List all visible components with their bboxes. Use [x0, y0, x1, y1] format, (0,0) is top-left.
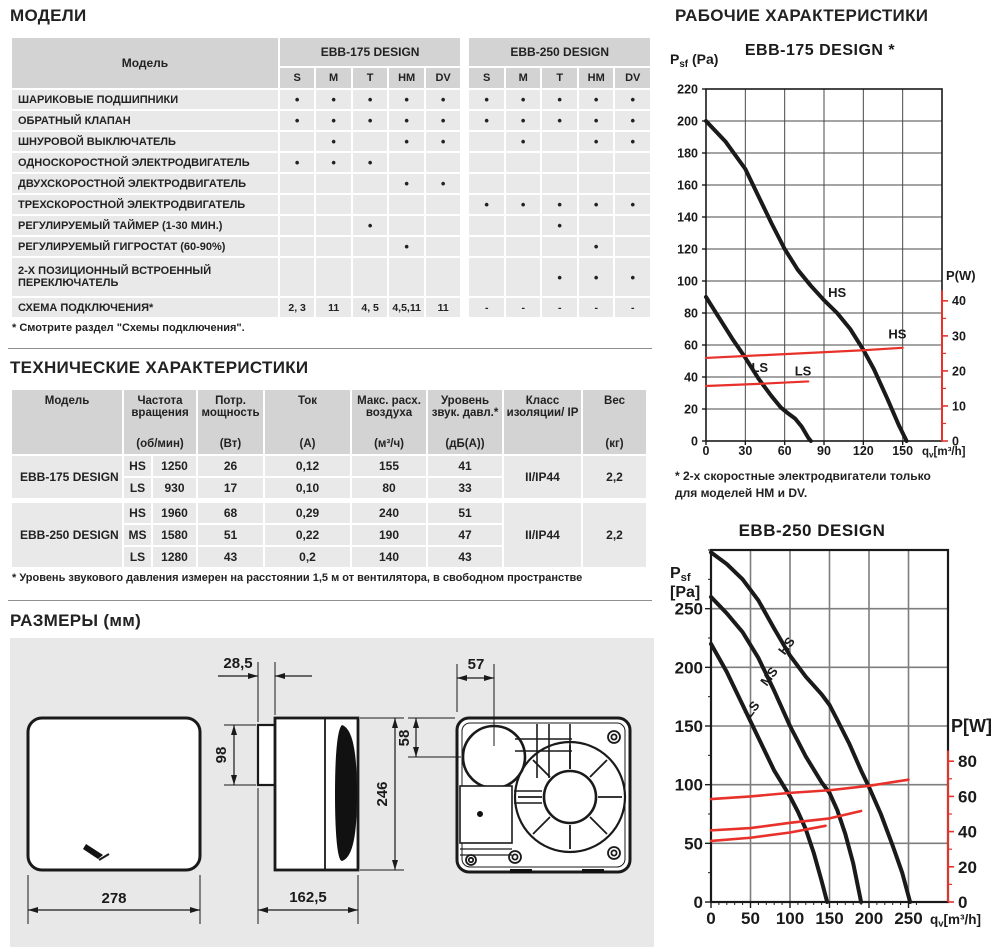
feature-dot-cell: •	[579, 132, 614, 151]
insulation-cell: II/IP44	[504, 503, 581, 567]
feature-dot-cell	[542, 132, 577, 151]
speed-col-header: DV	[426, 68, 461, 88]
row-label: 2-Х ПОЗИЦИОННЫЙ ВСТРОЕННЫЙ ПЕРЕКЛЮЧАТЕЛЬ	[12, 258, 278, 296]
speed-col-header: S	[280, 68, 315, 88]
value-cell: LS	[124, 478, 151, 498]
value-cell: 1280	[153, 547, 196, 567]
feature-dot-cell	[389, 216, 424, 235]
value-cell: 41	[428, 456, 502, 476]
x-tick-label: 90	[817, 444, 831, 458]
feature-dot-cell	[469, 216, 504, 235]
feature-dot-cell: •	[426, 90, 461, 109]
chart-title: EBB-175 DESIGN *	[744, 42, 896, 59]
dim-inlet-offset-x: 57	[467, 656, 485, 673]
group-header: EBB-175 DESIGN	[280, 38, 461, 66]
feature-dot-cell	[426, 216, 461, 235]
feature-dot-cell	[316, 237, 351, 256]
table-row	[12, 195, 650, 214]
value-cell: 0,10	[265, 478, 350, 498]
section-divider	[8, 600, 652, 601]
feature-dot-cell	[280, 174, 315, 193]
feature-dot-cell: •	[579, 258, 614, 296]
feature-dot-cell	[280, 195, 315, 214]
table-row	[12, 503, 646, 523]
x-tick-label: 120	[852, 444, 874, 458]
feature-dot-cell: •	[353, 111, 388, 130]
y-tick-label: 80	[684, 306, 698, 321]
value-cell: 0,29	[265, 503, 350, 523]
header-unit: (кг)	[605, 438, 624, 450]
feature-dot-cell	[280, 132, 315, 151]
feature-dot-cell: •	[353, 90, 388, 109]
value-cell: 190	[352, 525, 426, 545]
feature-dot-cell: •	[615, 111, 650, 130]
curve-label-ls: LS	[751, 360, 769, 376]
feature-dot-cell: •	[506, 90, 541, 109]
front-view	[28, 718, 200, 924]
row-label: ОБРАТНЫЙ КЛАПАН	[12, 111, 278, 130]
power-tick-label: 20	[952, 364, 966, 379]
specs-footnote: * Уровень звукового давления измерен на расстоянии 1,5 м от вентилятора, в свободном пространстве	[12, 572, 583, 584]
column-header	[352, 390, 426, 454]
x-tick-label: 60	[777, 444, 792, 458]
y-tick-label: 50	[684, 834, 703, 854]
column-header	[265, 390, 350, 454]
x-tick-label: 50	[741, 909, 760, 928]
models-table	[10, 36, 652, 319]
y-axis-label: Psf	[670, 565, 691, 584]
section-title-performance: РАБОЧИЕ ХАРАКТЕРИСТИКИ	[675, 6, 929, 25]
feature-dot-cell	[353, 258, 388, 296]
dim-inlet-offset-y: 58	[396, 729, 413, 747]
dim-front-width: 278	[101, 890, 127, 907]
section-title-specs: ТЕХНИЧЕСКИЕ ХАРАКТЕРИСТИКИ	[10, 358, 309, 377]
feature-dot-cell	[280, 237, 315, 256]
power-axis-label: P(W)	[946, 268, 976, 283]
table-row	[12, 111, 650, 130]
feature-dot-cell	[506, 216, 541, 235]
feature-dot-cell	[426, 195, 461, 214]
feature-dot-cell: •	[579, 90, 614, 109]
feature-dot-cell: •	[615, 132, 650, 151]
value-cell: 0,22	[265, 525, 350, 545]
feature-dot-cell: •	[280, 153, 315, 172]
feature-dot-cell: •	[615, 258, 650, 296]
value-cell: 33	[428, 478, 502, 498]
feature-dot-cell: •	[542, 111, 577, 130]
power-tick-label: 80	[958, 752, 977, 772]
chart-footnote	[675, 468, 931, 502]
row-label: ДВУХСКОРОСТНОЙ ЭЛЕКТРОДВИГАТЕЛЬ	[12, 174, 278, 193]
feature-dot-cell	[353, 174, 388, 193]
column-header	[504, 390, 581, 454]
table-row	[12, 456, 646, 476]
scheme-cell: -	[469, 298, 504, 317]
group-gap	[462, 153, 467, 172]
speed-col-header: T	[542, 68, 577, 88]
feature-dot-cell	[615, 174, 650, 193]
power-axis-label: P[W]	[951, 716, 992, 736]
y-tick-label: 40	[684, 370, 698, 385]
power-tick-label: 60	[958, 787, 977, 807]
feature-dot-cell	[579, 174, 614, 193]
value-cell: 930	[153, 478, 196, 498]
weight-cell: 2,2	[583, 503, 646, 567]
value-cell: 68	[198, 503, 263, 523]
feature-dot-cell: •	[426, 174, 461, 193]
feature-dot-cell: •	[316, 153, 351, 172]
feature-dot-cell	[389, 153, 424, 172]
feature-dot-cell	[280, 258, 315, 296]
curve-label-ls: LS	[794, 363, 812, 379]
header-unit: (об/мин)	[136, 438, 184, 450]
feature-dot-cell: •	[469, 195, 504, 214]
row-label: ОДНОСКОРОСТНОЙ ЭЛЕКТРОДВИГАТЕЛЬ	[12, 153, 278, 172]
feature-dot-cell: •	[579, 237, 614, 256]
value-cell: 155	[352, 456, 426, 476]
y-tick-label: 120	[677, 242, 698, 257]
feature-dot-cell: •	[389, 111, 424, 130]
power-tick-label: 20	[958, 857, 977, 877]
table-row	[12, 174, 650, 193]
value-cell: 240	[352, 503, 426, 523]
power-tick-label: 40	[952, 294, 966, 309]
feature-dot-cell	[469, 258, 504, 296]
feature-dot-cell	[316, 174, 351, 193]
row-label: ШАРИКОВЫЕ ПОДШИПНИКИ	[12, 90, 278, 109]
feature-dot-cell	[426, 258, 461, 296]
x-tick-label: 150	[815, 909, 844, 928]
scheme-cell: 11	[426, 298, 461, 317]
chart-footnote-line2: для моделей HM и DV.	[675, 485, 808, 500]
dim-spigot-height: 98	[213, 746, 230, 764]
scheme-cell: 11	[316, 298, 351, 317]
value-cell: 47	[428, 525, 502, 545]
column-header	[198, 390, 263, 454]
chart-ebb-250	[660, 520, 1000, 951]
power-tick-label: 0	[958, 892, 968, 912]
power-tick-label: 30	[952, 329, 966, 344]
table-row	[12, 153, 650, 172]
feature-dot-cell	[506, 174, 541, 193]
y-tick-label: 200	[674, 658, 703, 678]
feature-dot-cell	[579, 153, 614, 172]
feature-dot-cell: •	[316, 111, 351, 130]
x-tick-label: 150	[892, 444, 914, 458]
feature-dot-cell	[469, 153, 504, 172]
value-cell: 80	[352, 478, 426, 498]
models-header-row	[12, 38, 650, 66]
side-view	[213, 655, 404, 924]
group-gap	[462, 132, 467, 151]
feature-dot-cell: •	[316, 132, 351, 151]
y-tick-label: 60	[684, 338, 698, 353]
speed-col-header: M	[506, 68, 541, 88]
dim-total-depth: 162,5	[289, 889, 327, 906]
y-tick-label: 20	[684, 402, 698, 417]
block-gap	[12, 500, 646, 501]
scheme-cell: 4, 5	[353, 298, 388, 317]
header-unit: (м³/ч)	[374, 438, 404, 450]
group-gap	[462, 237, 467, 256]
impeller-hub-circle	[544, 771, 596, 823]
group-gap	[462, 195, 467, 214]
value-cell: MS	[124, 525, 151, 545]
speed-col-header: DV	[615, 68, 650, 88]
feature-dot-cell	[615, 153, 650, 172]
feature-dot-cell: •	[506, 132, 541, 151]
y-tick-label: 100	[677, 274, 698, 289]
curve-label-ls: LS	[740, 698, 763, 721]
value-cell: 1580	[153, 525, 196, 545]
feature-dot-cell	[615, 237, 650, 256]
header-title: Вес	[604, 395, 625, 407]
y-tick-label: 250	[674, 599, 703, 619]
scheme-cell: -	[615, 298, 650, 317]
speed-col-header: T	[353, 68, 388, 88]
column-header	[583, 390, 646, 454]
feature-dot-cell	[353, 132, 388, 151]
feature-dot-cell: •	[615, 195, 650, 214]
y-tick-label: 140	[677, 210, 698, 225]
section-divider	[8, 348, 652, 349]
header-title: Ток	[297, 395, 318, 407]
feature-dot-cell	[506, 153, 541, 172]
y-axis-unit: [Pa]	[670, 584, 701, 601]
y-tick-label: 150	[674, 716, 703, 736]
y-tick-label: 0	[691, 434, 698, 449]
value-cell: 51	[198, 525, 263, 545]
feature-dot-cell: •	[542, 195, 577, 214]
chart-ebb-175	[660, 28, 1000, 468]
table-row	[12, 298, 650, 317]
section-title-dimensions: РАЗМЕРЫ (мм)	[10, 611, 142, 630]
scheme-cell: -	[506, 298, 541, 317]
header-unit: (Вт)	[219, 438, 242, 450]
chart-title: EBB-250 DESIGN	[738, 521, 886, 540]
curve-label-ms: MS	[757, 664, 781, 689]
y-tick-label: 200	[677, 114, 698, 129]
scheme-cell: 4,5,11	[389, 298, 424, 317]
value-cell: 140	[352, 547, 426, 567]
header-title: Модель	[44, 395, 90, 407]
feature-dot-cell	[542, 153, 577, 172]
feature-dot-cell: •	[389, 237, 424, 256]
feature-dot-cell	[469, 174, 504, 193]
feature-dot-cell	[469, 237, 504, 256]
group-gap	[462, 38, 467, 88]
speed-col-header: HM	[579, 68, 614, 88]
value-cell: 51	[428, 503, 502, 523]
dimensions-drawing	[10, 638, 654, 947]
y-tick-label: 180	[677, 146, 698, 161]
row-label: СХЕМА ПОДКЛЮЧЕНИЯ*	[12, 298, 278, 317]
value-cell: 17	[198, 478, 263, 498]
corner-cell: Модель	[12, 38, 278, 88]
group-gap	[462, 90, 467, 109]
value-cell: 0,2	[265, 547, 350, 567]
feature-dot-cell	[389, 258, 424, 296]
feature-dot-cell: •	[280, 90, 315, 109]
speed-col-header: HM	[389, 68, 424, 88]
scheme-cell: -	[579, 298, 614, 317]
table-row	[12, 237, 650, 256]
header-title: Потр. мощность	[201, 395, 260, 419]
table-row	[12, 132, 650, 151]
curve-label-hs: HS	[888, 326, 907, 342]
feature-dot-cell: •	[579, 195, 614, 214]
weight-cell: 2,2	[583, 456, 646, 498]
header-title: Класс изоляции/ IP	[506, 395, 579, 419]
x-tick-label: 0	[706, 909, 716, 928]
row-label: ШНУРОВОЙ ВЫКЛЮЧАТЕЛЬ	[12, 132, 278, 151]
feature-dot-cell	[426, 153, 461, 172]
models-footnote: * Смотрите раздел "Схемы подключения".	[12, 322, 245, 334]
feature-dot-cell: •	[389, 174, 424, 193]
feature-dot-cell: •	[316, 90, 351, 109]
header-title: Уровень звук. давл.*	[431, 395, 499, 419]
feature-dot-cell: •	[506, 195, 541, 214]
feature-dot-cell	[579, 216, 614, 235]
row-label: РЕГУЛИРУЕМЫЙ ТАЙМЕР (1-30 МИН.)	[12, 216, 278, 235]
feature-dot-cell: •	[469, 111, 504, 130]
speed-col-header: M	[316, 68, 351, 88]
power-tick-label: 0	[952, 434, 959, 449]
feature-dot-cell	[316, 216, 351, 235]
feature-dot-cell: •	[615, 90, 650, 109]
feature-dot-cell	[426, 237, 461, 256]
feature-dot-cell	[506, 258, 541, 296]
curve-label-hs: HS	[828, 285, 847, 300]
group-gap	[462, 298, 467, 317]
x-tick-label: 100	[775, 909, 805, 928]
group-gap	[462, 216, 467, 235]
model-cell: EBB-250 DESIGN	[12, 503, 122, 567]
column-header	[124, 390, 196, 454]
feature-dot-cell: •	[280, 111, 315, 130]
speed-col-header: S	[469, 68, 504, 88]
feature-dot-cell: •	[542, 258, 577, 296]
dim-spigot-depth: 28,5	[223, 655, 253, 672]
value-cell: 43	[198, 547, 263, 567]
value-cell: 1250	[153, 456, 196, 476]
header-title: Макс. расх. воздуха	[357, 395, 421, 419]
y-tick-label: 160	[677, 178, 698, 193]
group-gap	[462, 111, 467, 130]
feature-dot-cell: •	[506, 111, 541, 130]
feature-dot-cell	[542, 237, 577, 256]
feature-dot-cell: •	[542, 90, 577, 109]
y-tick-label: 0	[693, 892, 703, 912]
power-tick-label: 40	[958, 822, 977, 842]
left-column	[10, 6, 87, 26]
feature-dot-cell	[389, 195, 424, 214]
column-header	[12, 390, 122, 454]
value-cell: LS	[124, 547, 151, 567]
y-tick-label: 100	[674, 775, 703, 795]
table-row	[12, 90, 650, 109]
value-cell: 43	[428, 547, 502, 567]
feature-dot-cell	[542, 174, 577, 193]
feature-dot-cell	[615, 216, 650, 235]
dim-body-height: 246	[374, 781, 391, 807]
scheme-cell: -	[542, 298, 577, 317]
group-gap	[462, 174, 467, 193]
group-gap	[462, 258, 467, 296]
feature-dot-cell	[316, 195, 351, 214]
rear-view	[396, 656, 630, 873]
feature-dot-cell	[280, 216, 315, 235]
section-title-models: МОДЕЛИ	[10, 6, 87, 25]
row-label: ТРЕХСКОРОСТНОЙ ЭЛЕКТРОДВИГАТЕЛЬ	[12, 195, 278, 214]
feature-dot-cell: •	[542, 216, 577, 235]
x-axis-label: $q_v[m^3/h]$	[922, 446, 966, 460]
x-axis-label: qv[m³/h]	[930, 912, 981, 930]
power-curve-ls	[706, 381, 808, 386]
feature-dot-cell	[469, 132, 504, 151]
header-title: Частота вращения	[131, 395, 189, 419]
power-curve-hs	[711, 780, 909, 799]
curve-label-hs: HS	[774, 634, 798, 658]
power-tick-label: 10	[952, 399, 966, 414]
value-cell: 1960	[153, 503, 196, 523]
table-row	[12, 216, 650, 235]
feature-dot-cell: •	[426, 111, 461, 130]
header-unit: (дБ(А))	[445, 438, 485, 450]
power-curve-hs	[706, 348, 903, 358]
feature-dot-cell	[353, 237, 388, 256]
performance-section	[660, 0, 1000, 951]
insulation-cell: II/IP44	[504, 456, 581, 498]
group-header: EBB-250 DESIGN	[469, 38, 650, 66]
x-tick-label: 30	[738, 444, 753, 458]
value-cell: 26	[198, 456, 263, 476]
scheme-cell: 2, 3	[280, 298, 315, 317]
feature-dot-cell: •	[353, 216, 388, 235]
x-tick-label: 250	[894, 909, 923, 928]
feature-dot-cell: •	[426, 132, 461, 151]
feature-dot-cell	[353, 195, 388, 214]
value-cell: HS	[124, 456, 151, 476]
column-header	[428, 390, 502, 454]
feature-dot-cell: •	[469, 90, 504, 109]
y-tick-label: 220	[677, 82, 698, 97]
table-row	[12, 258, 650, 296]
table-cell	[12, 500, 646, 501]
y-axis-label: $P_{sf}$ (Pa)	[670, 51, 719, 70]
specs-table	[10, 388, 648, 569]
feature-dot-cell: •	[389, 132, 424, 151]
header-unit: (А)	[299, 438, 316, 450]
feature-dot-cell: •	[389, 90, 424, 109]
x-tick-label: 0	[702, 444, 710, 458]
specs-header-row	[12, 390, 646, 454]
value-cell: HS	[124, 503, 151, 523]
feature-dot-cell: •	[579, 111, 614, 130]
feature-dot-cell	[316, 258, 351, 296]
value-cell: 0,12	[265, 456, 350, 476]
feature-dot-cell: •	[353, 153, 388, 172]
feature-dot-cell	[506, 237, 541, 256]
chart-footnote-line1: * 2-х скоростные электродвигатели только	[675, 469, 931, 483]
row-label: РЕГУЛИРУЕМЫЙ ГИГРОСТАТ (60-90%)	[12, 237, 278, 256]
model-cell: EBB-175 DESIGN	[12, 456, 122, 498]
x-tick-label: 200	[854, 909, 884, 928]
